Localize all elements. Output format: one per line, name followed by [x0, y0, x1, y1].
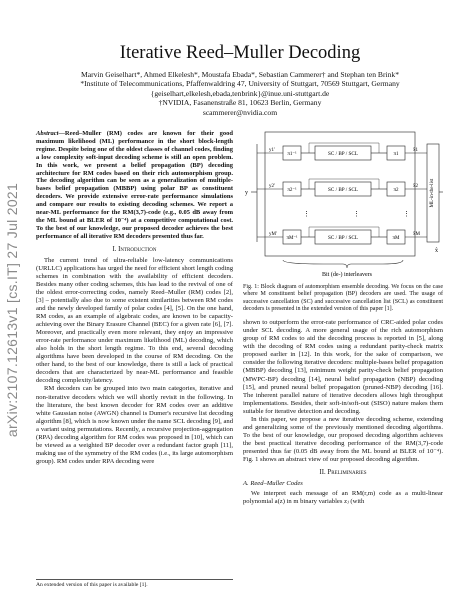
deinterleaver-label: π2⁻¹	[287, 188, 297, 193]
branch-xhat-label: x̂2	[413, 184, 418, 189]
branch-xhat-label: x̂1	[413, 148, 418, 153]
arxiv-id: arXiv:2107.12613v1 [cs.IT] 27 Jul 2021	[4, 182, 20, 438]
author-block	[40, 70, 440, 117]
arxiv-watermark	[2, 120, 22, 500]
ellipsis-2: ⋮	[353, 210, 360, 218]
input-label: y	[245, 190, 248, 196]
abstract-label: Abstract	[36, 130, 59, 137]
constituent-decoder-label: SC / BP / SCL	[327, 151, 359, 157]
paper-title: Iterative Reed–Muller Decoding	[119, 43, 361, 63]
interleaver-box-label: πM	[392, 236, 400, 241]
branch-y-label: y2'	[269, 184, 275, 189]
deinterleaver-label: πM⁻¹	[286, 236, 298, 241]
right-paragraph-3: We interpret each message of an RM(r,m) code as a multi-linear polynomial a(z) in m binary variables zⱼ (with	[243, 490, 443, 506]
intro-paragraph-2: RM decoders can be grouped into two main categories, iterative and non-iterative decoders which we will shortly revisit in the following. In the literature, the best known decoder for RM codes over an additive white Gaussian noise (AWGN) channel is Dumer's recursive list decoding algorithm [8], which is now known under the name SCL decoding [9], and a variant using permutations. Recently, a recursive projection-aggregation (RPA) decoding algorithm for RM codes was proposed in [10], which can be viewed as a weighted BP decoder over a redundant factor graph [11], making use of the symmetry of the RM codes (i.e., its large automorphism group). RM codes under RPA decoding were	[36, 385, 233, 465]
affiliation-1: *Institute of Telecommunications, Pfaffenwaldring 47, University of Stuttgart, 70569 Stuttgart, Germany	[80, 79, 400, 89]
deinterleaver-label: π1⁻¹	[287, 152, 297, 157]
interleaver-box-label: π1	[393, 152, 399, 157]
affiliation-2: †NVIDIA, Fasanenstraße 81, 10623 Berlin, Germany	[158, 98, 322, 108]
left-column	[36, 130, 233, 466]
footnote: An extended version of this paper is available [1].	[36, 579, 233, 589]
abstract	[36, 130, 233, 241]
subsection-heading-rm-codes: A. Reed–Muller Codes	[243, 480, 303, 488]
email-2: scammerer@nvidia.com	[202, 107, 278, 117]
ellipsis-3: ⋮	[403, 210, 410, 218]
branch-y-label: y1'	[269, 148, 275, 153]
block-diagram	[243, 130, 443, 280]
right-column	[243, 130, 443, 506]
section-heading-preliminaries: II. Preliminaries	[319, 469, 367, 477]
abstract-text: —Reed–Muller (RM) codes are known for their good maximum likelihood (ML) performance in the short block-length regime. Despite being one of the oldest classes of channel codes, finding a low complexity soft-input decoding scheme is still an open problem. In this work, we present a belief propagation (BP) decoding architecture for RM codes based on their rich automorphism group. The decoding algorithm can be seen as a generalization of multiple-bases belief propagation (MBBP) using polar BP as constituent decoders. We provide extensive error-rate performance simulations and compare our results to existing decoding schemes. We report a near-ML performance for the RM(3,7)-code (e.g., 0.05 dB away from the ML bound at BLER of 10⁻⁴) at a competitive computational cost. To the best of our knowledge, our proposed decoder achieves the best performance of all iterative RM decoders presented thus far.	[36, 130, 233, 240]
intro-paragraph-1: The current trend of ultra-reliable low-latency communications (URLLC) applications has urged the need for efficient short length coding schemes in combination with the availability of efficient decoders. Besides many other coding schemes, this has lead to the revival of one of the oldest error-correcting codes, namely Reed–Muller (RM) codes [2], [3] – potentially also due to some existent similarities between RM codes and the newly developed family of polar codes [4], [5]. On the one hand, RM codes, as an example of algebraic codes, are known to be capacity-achieving over the Binary Erasure Channel (BEC) for a given rate [6], [7]. Moreover, and practically even more relevant, they enjoy an impressive error-rate performance under maximum likelihood (ML) decoding, which also holds in the short length regime. To this end, several decoding algorithms have been developed in the course of RM decoding. On the other hand, to the best of our knowledge, there is still a lack of practical decoders that are characterized by near-ML performance and feasible decoding complexity/latency.	[36, 256, 233, 385]
right-paragraph-2: In this paper, we propose a new iterative decoding scheme, extending and generalizing some of the previously mentioned decoding algorithms. To the best of our knowledge, our proposed decoding algorithm achieves the best practical iterative decoding performance of the RM(3,7)-code presented thus far (0.05 dB away from the ML bound at BLER of 10⁻⁴). Fig. 1 shows an abstract view of our proposed decoding algorithm.	[243, 415, 443, 463]
output-label: x̂	[435, 248, 438, 254]
figure-1	[243, 130, 443, 280]
figure-caption: Fig. 1: Block diagram of automorphism ensemble decoding. We focus on the case where M constituent belief propagation (BP) decoders are used. The usage of successive cancellation (SC) and successive cancellation list (SCL) as constituent decoders is presented in the extended version of this paper [1].	[243, 284, 443, 312]
ellipsis-1: ⋮	[303, 210, 310, 218]
branch-y-label: yM'	[269, 232, 277, 237]
selector-label: ML-in-the-list	[430, 178, 435, 208]
interleaver-label: Bit (de-) interleavers	[322, 272, 372, 278]
constituent-decoder-label: SC / BP / SCL	[327, 235, 359, 241]
email-1: {geiselhart,elkelesh,ebada,tenbrink}@inue.uni-stuttgart.de	[150, 88, 330, 98]
right-paragraph-1: shown to outperform the error-rate performance of CRC-aided polar codes under SCL decoding. A more general usage of the rich automorphism group of RM codes to aid the decoding process is reported in [5], along with the decoding of RM codes using a redundant parity-check matrix proposed earlier in [12]. In this work, for the sake of comparison, we consider the following iterative decoders: multiple-bases belief propagation (MBBP) decoding [13], minimum weight parity-check belief propagation (MWPC-BP) decoding [14], neural belief propagation (NBP) decoding [15], and pruned neural belief propagation (pruned-NBP) decoding [16]. The inherent parallel nature of iterative decoders allows high throughput implementations. Besides, their soft-in/soft-out (SISO) nature makes them suitable for iterative detection and decoding.	[243, 319, 443, 415]
interleaver-box-label: π2	[393, 188, 399, 193]
constituent-decoder-label: SC / BP / SCL	[327, 187, 359, 193]
branch-xhat-label: x̂M	[413, 232, 420, 237]
section-heading-introduction: I. Introduction	[112, 245, 157, 253]
authors-line: Marvin Geiselhart*, Ahmed Elkelesh*, Moustafa Ebada*, Sebastian Cammerer† and Stephan ten Brink*	[80, 70, 399, 79]
interleaver-brace	[283, 260, 403, 268]
